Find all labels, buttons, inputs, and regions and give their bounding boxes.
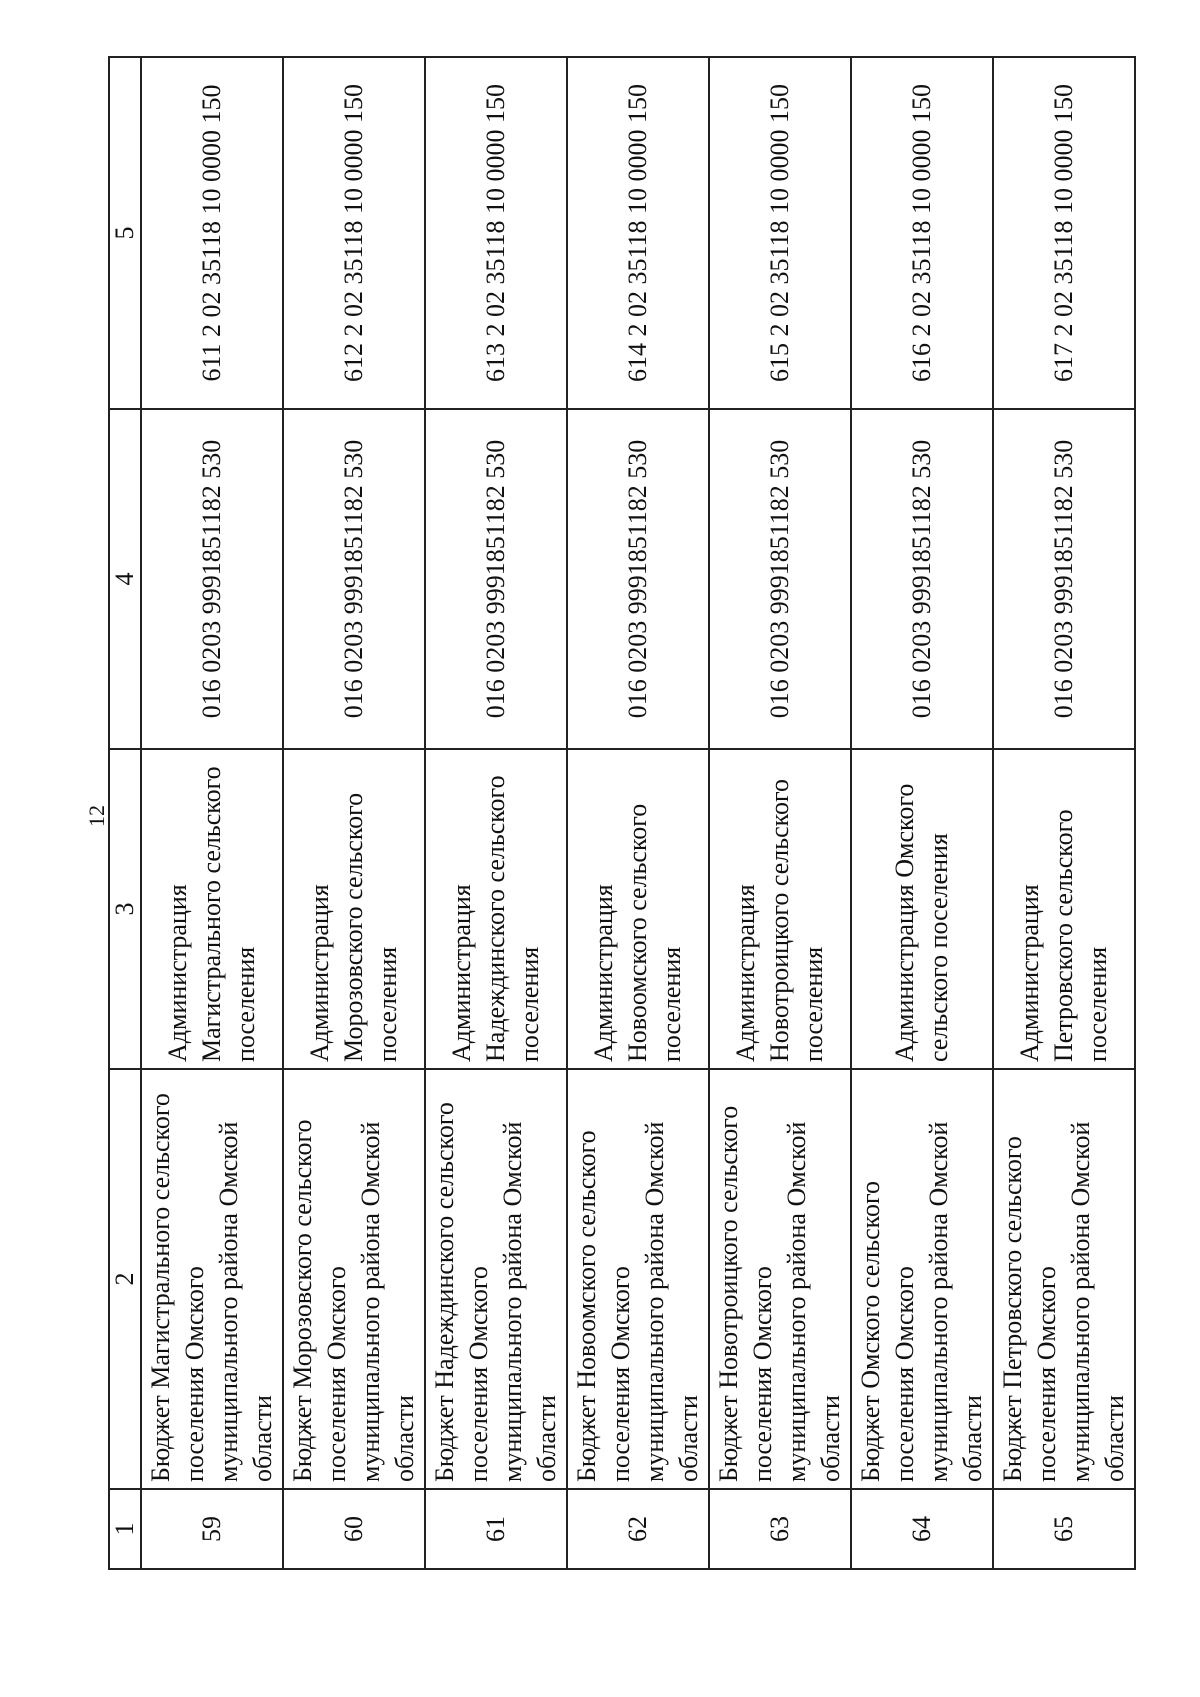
table-row xyxy=(709,57,851,1569)
table-row xyxy=(567,57,709,1569)
table-row xyxy=(425,57,567,1569)
column-header-2: 2 xyxy=(109,1069,141,1489)
income-code: 614 2 02 35118 10 0000 150 xyxy=(567,57,709,409)
rotated-table-wrapper xyxy=(108,58,1129,1570)
income-code: 613 2 02 35118 10 0000 150 xyxy=(425,57,567,409)
income-code: 612 2 02 35118 10 0000 150 xyxy=(283,57,425,409)
administration-name: Администрация Петровского сельского поселения xyxy=(993,749,1135,1069)
row-number: 60 xyxy=(283,1489,425,1569)
column-header-4: 4 xyxy=(109,409,141,749)
transfer-table xyxy=(108,56,1136,1570)
page-number: 12 xyxy=(84,805,109,827)
administration-name: Администрация Магистрального сельского поселения xyxy=(141,749,283,1069)
administration-name: Администрация Омского сельского поселения xyxy=(851,749,993,1069)
column-header-3: 3 xyxy=(109,749,141,1069)
table-row xyxy=(141,57,283,1569)
administration-name: Администрация Новоомского сельского поселения xyxy=(567,749,709,1069)
expense-code: 016 0203 9991851182 530 xyxy=(425,409,567,749)
income-code: 615 2 02 35118 10 0000 150 xyxy=(709,57,851,409)
income-code: 611 2 02 35118 10 0000 150 xyxy=(141,57,283,409)
table-header-row xyxy=(109,57,141,1569)
column-header-5: 5 xyxy=(109,57,141,409)
row-number: 61 xyxy=(425,1489,567,1569)
budget-name: Бюджет Магистрального сельского поселения Омского муниципального района Омской области xyxy=(141,1069,283,1489)
expense-code: 016 0203 9991851182 530 xyxy=(993,409,1135,749)
budget-name: Бюджет Надеждинского сельского поселения Омского муниципального района Омской области xyxy=(425,1069,567,1489)
row-number: 59 xyxy=(141,1489,283,1569)
expense-code: 016 0203 9991851182 530 xyxy=(141,409,283,749)
table-row xyxy=(993,57,1135,1569)
expense-code: 016 0203 9991851182 530 xyxy=(851,409,993,749)
budget-name: Бюджет Петровского сельского поселения Омского муниципального района Омской области xyxy=(993,1069,1135,1489)
expense-code: 016 0203 9991851182 530 xyxy=(709,409,851,749)
row-number: 65 xyxy=(993,1489,1135,1569)
table-row xyxy=(283,57,425,1569)
document-page xyxy=(108,58,1129,1570)
income-code: 617 2 02 35118 10 0000 150 xyxy=(993,57,1135,409)
budget-name: Бюджет Омского сельского поселения Омского муниципального района Омской области xyxy=(851,1069,993,1489)
budget-name: Бюджет Новоомского сельского поселения Омского муниципального района Омской области xyxy=(567,1069,709,1489)
budget-name: Бюджет Новотроицкого сельского поселения Омского муниципального района Омской области xyxy=(709,1069,851,1489)
income-code: 616 2 02 35118 10 0000 150 xyxy=(851,57,993,409)
column-header-1: 1 xyxy=(109,1489,141,1569)
row-number: 63 xyxy=(709,1489,851,1569)
table-row xyxy=(851,57,993,1569)
administration-name: Администрация Новотроицкого сельского поселения xyxy=(709,749,851,1069)
administration-name: Администрация Надеждинского сельского поселения xyxy=(425,749,567,1069)
expense-code: 016 0203 9991851182 530 xyxy=(567,409,709,749)
budget-name: Бюджет Морозовского сельского поселения Омского муниципального района Омской области xyxy=(283,1069,425,1489)
administration-name: Администрация Морозовского сельского поселения xyxy=(283,749,425,1069)
expense-code: 016 0203 9991851182 530 xyxy=(283,409,425,749)
row-number: 64 xyxy=(851,1489,993,1569)
row-number: 62 xyxy=(567,1489,709,1569)
